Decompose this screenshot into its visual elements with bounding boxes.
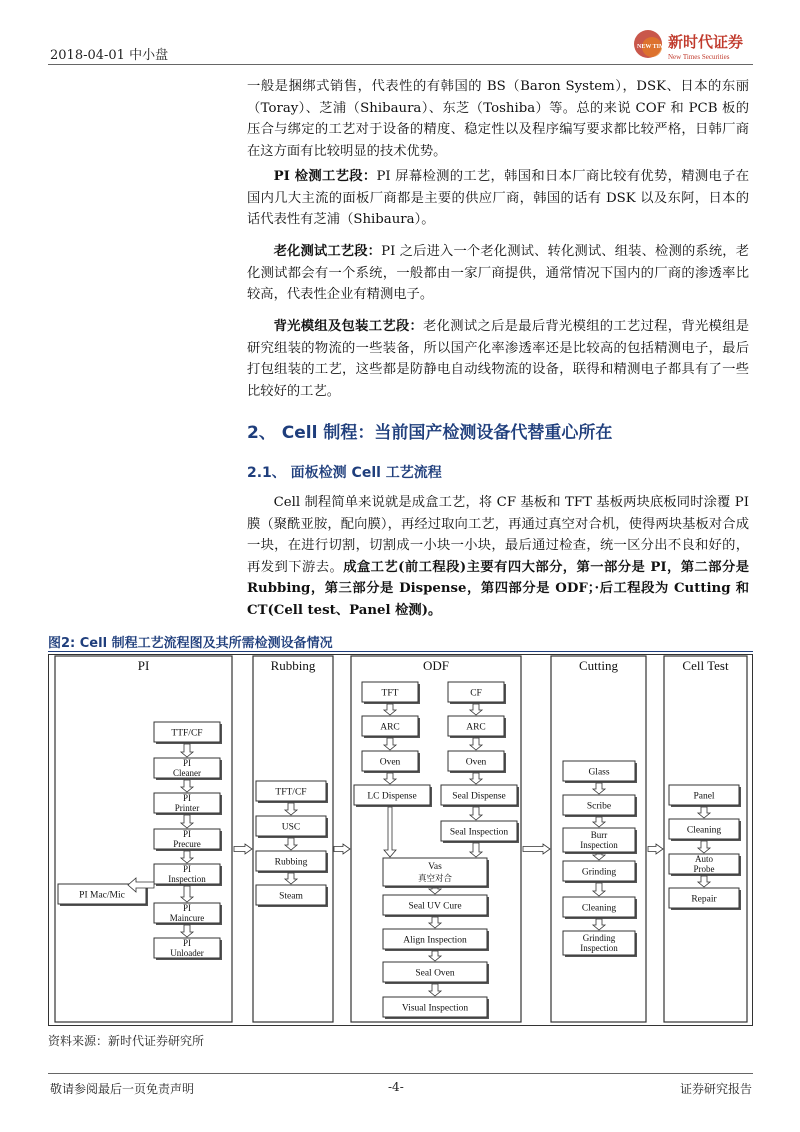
pi-step-3-label-2: Printer: [174, 803, 200, 813]
pi-step-2-label-1: PI: [182, 758, 192, 768]
panel-pi-title: PI: [137, 658, 150, 673]
arrow-rubbing-odf: [334, 844, 350, 854]
body-block-3: [247, 241, 749, 306]
cutting-step-1-label: Glass: [588, 767, 610, 778]
arrow-odf-cutting: [523, 844, 550, 854]
celltest-step-2-label: Cleaning: [686, 825, 722, 836]
odf-right-step-2-label: ARC: [466, 722, 486, 733]
pi-step-6-label-1: PI: [182, 903, 192, 913]
panel-rubbing-title: Rubbing: [270, 658, 316, 673]
paragraph-5-text: Cell 制程简单来说就是成盒工艺，将 CF 基板和 TFT 基板两块底板同时涂覆 PI 膜（聚酰亚胺，配向膜），再经过取向工艺，再通过真空对合机，使得两块基板对合成一块，在进行切割，切割成一小块一小块，最后通过检查，统一区分出不良和好的，再发到下游去。: [247, 495, 749, 575]
paragraph-1: 一般是捆绑式销售，代表性的有韩国的 BS（Baron System），DSK、日本的东丽（Toray）、芝浦（Shibaura）、东芝（Toshiba）等。总的来说 COF 和 PCB 板的压合与绑定的工艺对于设备的精度、稳定性以及程序编写要求都比较严格，日韩厂商在这方面有比较明显的技术优势。: [247, 79, 749, 159]
odf-right-step-3-label: Oven: [465, 757, 487, 768]
cutting-step-3-label-1: Burr: [590, 830, 608, 840]
pi-side-box-label: PI Mac/Mic: [79, 890, 125, 901]
footer-report-type: 证券研究报告: [680, 1082, 753, 1096]
paragraph-2: [247, 166, 749, 231]
odf-right-step-4-label: Seal Dispense: [452, 791, 506, 802]
celltest-step-4-label: Repair: [691, 894, 717, 905]
rubbing-step-2-label: USC: [281, 822, 301, 833]
odf-bottom-step-3-label: Seal Oven: [415, 968, 455, 979]
paragraph-5-bold: 成盒工艺(前工程段)主要有四大部分，第一部分是 PI，第二部分是 Rubbing，第三部分是 Dispense，第四部分是 ODF；·后工程段为 Cutting 和 CT(Cell test、Panel 检测)。: [247, 559, 750, 618]
cutting-step-4-label: Grinding: [581, 867, 617, 878]
odf-left-step-3-label: Oven: [379, 757, 401, 768]
pi-step-5-label-1: PI: [182, 864, 192, 874]
odf-left-step-1-label: TFT: [381, 688, 399, 699]
header-date: 2018-04-01 中小盘: [50, 48, 169, 63]
odf-vas-cn-label: 真空对合: [417, 873, 453, 883]
paragraph-4-lead: 背光模组及包装工艺段：: [273, 319, 424, 334]
body-block-5: [247, 492, 749, 621]
paragraph-3-lead: 老化测试工艺段：: [273, 244, 382, 259]
pi-step-1-label: TTF/CF: [171, 728, 203, 739]
cutting-step-5-label: Cleaning: [581, 903, 617, 914]
paragraph-2-text: PI 屏幕检测的工艺，韩国和日本厂商比较有优势，精测电子在国内几大主流的面板厂商都是主要的供应厂商，韩国的话有 DSK 以及东阿，日本的话代表性有芝浦（Shibaura）。: [247, 169, 749, 227]
celltest-step-1-label: Panel: [693, 791, 715, 802]
cutting-step-6-label-2: Inspection: [580, 943, 618, 953]
pi-step-6-label-2: Maincure: [169, 913, 205, 923]
footer-disclaimer: 敬请参阅最后一页免责声明: [50, 1082, 195, 1096]
section-heading: 2、 Cell 制程：当前国产检测设备代替重心所在: [247, 423, 613, 443]
paragraph-5: [247, 492, 749, 621]
odf-left-step-2-label: ARC: [380, 722, 400, 733]
odf-right-step-5-label: Seal Inspection: [449, 827, 509, 838]
figure-source: 资料来源：新时代证券研究所: [48, 1034, 205, 1048]
paragraph-2-lead: PI 检测工艺段：: [273, 169, 377, 184]
body-block-2: [247, 166, 749, 231]
logo-cn: 新时代证券: [668, 35, 744, 51]
paragraph-3: [247, 241, 749, 306]
celltest-step-3-label-1: Auto: [695, 854, 713, 864]
pi-step-4-label-1: PI: [182, 829, 192, 839]
figure-divider: [48, 651, 753, 652]
footer-page-number: -4-: [388, 1080, 404, 1094]
rubbing-step-4-label: Steam: [279, 891, 303, 902]
cutting-step-6-label-1: Grinding: [582, 933, 616, 943]
panel-odf-title: ODF: [422, 658, 450, 673]
header-divider: [48, 64, 753, 65]
celltest-step-3-label-2: Probe: [693, 864, 715, 874]
rubbing-step-1-label: TFT/CF: [275, 787, 307, 798]
company-logo: [632, 30, 762, 64]
pi-step-3-label-1: PI: [182, 793, 192, 803]
logo-en: New Times Securities: [668, 53, 730, 61]
pi-step-2-label-2: Cleaner: [173, 768, 201, 778]
body-block-1: [247, 76, 749, 162]
odf-right-step-1-label: CF: [470, 688, 482, 699]
pi-step-5-label-2: Inspection: [168, 874, 206, 884]
cutting-step-2-label: Scribe: [586, 801, 612, 812]
rubbing-step-3-label: Rubbing: [274, 857, 308, 868]
paragraph-3-text: PI 之后进入一个老化测试、转化测试、组装、检测的系统，老化测试都会有一个系统，一般都由一家厂商提供，通常情况下国内的厂商的渗透率比较高，代表性企业有精测电子。: [247, 244, 749, 302]
cell-process-diagram: [48, 654, 753, 1026]
panel-celltest-title: Cell Test: [682, 658, 729, 673]
odf-bottom-step-2-label: Align Inspection: [403, 935, 467, 946]
panel-cutting-title: Cutting: [578, 658, 619, 673]
arrow-pi-rubbing: [234, 844, 252, 854]
arrow-cutting-celltest: [648, 844, 663, 854]
cutting-step-3-label-2: Inspection: [580, 840, 618, 850]
figure-title: 图2: Cell 制程工艺流程图及其所需检测设备情况: [48, 636, 333, 651]
paragraph-4: [247, 316, 749, 402]
odf-bottom-step-1-label: Seal UV Cure: [408, 901, 462, 912]
subsection-heading: 2.1、 面板检测 Cell 工艺流程: [247, 465, 442, 481]
pi-step-7-label-1: PI: [182, 938, 192, 948]
pi-step-7-label-2: Unloader: [170, 948, 204, 958]
pi-step-4-label-2: Precure: [173, 839, 201, 849]
footer-divider: [48, 1073, 753, 1074]
paragraph-4-text: 老化测试之后是最后背光模组的工艺过程，背光模组是研究组装的物流的一些装备，所以国产化率渗透率还是比较高的包括精测电子，最后打包组装的工艺，这些都是防静电自动线物流的设备，联得和精测电子都具有了一些比较好的工艺。: [247, 319, 750, 399]
logo-mark: NEW TIMES: [637, 44, 672, 50]
odf-vas-label: Vas: [428, 862, 442, 872]
odf-left-step-4-label: LC Dispense: [367, 791, 417, 802]
body-block-4: [247, 316, 749, 402]
odf-bottom-step-4-label: Visual Inspection: [401, 1003, 469, 1014]
